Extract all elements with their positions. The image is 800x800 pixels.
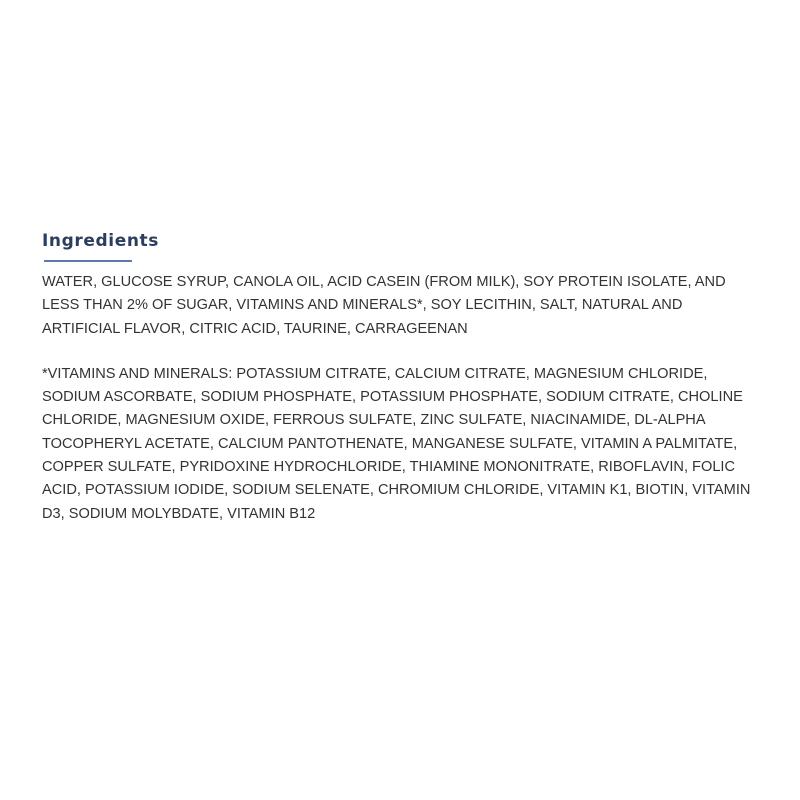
vitamins-minerals-text: *VITAMINS AND MINERALS: POTASSIUM CITRATE, CALCIUM CITRATE, MAGNESIUM CHLORIDE, SODIUM ASCORBATE, SODIUM PHOSPHATE, POTASSIUM PHOSPHATE, SODIUM CITRATE, CHOLINE CHLORIDE, MAGNESIUM OXIDE, FERROUS SULFATE, ZINC SULFATE, NIACINAMIDE, DL-ALPHA TOCOPHERYL ACETATE, CALCIUM PANTOTHENATE, MANGANESE SULFATE, VITAMIN A PALMITATE, COPPER SULFATE, PYRIDOXINE HYDROCHLORIDE, THIAMINE MONONITRATE, RIBOFLAVIN, FOLIC ACID, POTASSIUM IODIDE, SODIUM SELENATE, CHROMIUM CHLORIDE, VITAMIN K1, BIOTIN, VITAMIN D3, SODIUM MOLYBDATE, VITAMIN B12 xyxy=(42,365,751,522)
title-underline xyxy=(44,260,132,262)
ingredients-title: Ingredients xyxy=(42,231,159,251)
ingredients-main-text: WATER, GLUCOSE SYRUP, CANOLA OIL, ACID CASEIN (FROM MILK), SOY PROTEIN ISOLATE, AND LESS THAN 2% OF SUGAR, VITAMINS AND MINERALS*, SOY LECITHIN, SALT, NATURAL AND ARTIFICIAL FLAVOR, CITRIC ACID, TAURINE, CARRAGEENAN xyxy=(42,274,726,337)
ingredients-section xyxy=(42,228,762,526)
